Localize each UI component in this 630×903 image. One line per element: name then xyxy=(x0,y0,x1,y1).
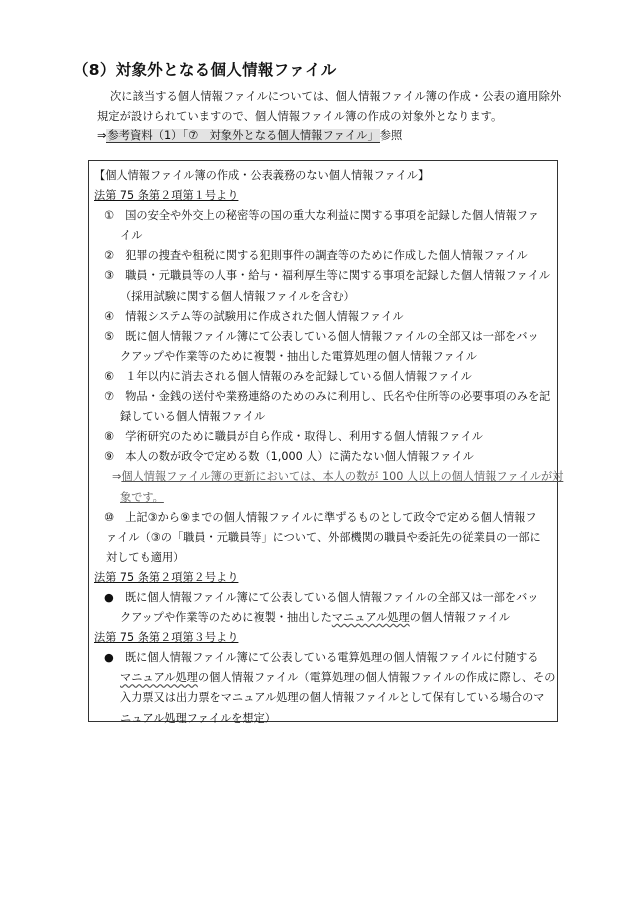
list-item-cont: （採用試験に関する個人情報ファイルを含む） xyxy=(120,289,355,303)
list-item: ② 犯罪の捜査や租税に関する犯則事件の調査等のために作成した個人情報ファイル xyxy=(104,249,528,263)
list-item: ⑧ 学術研究のために職員が自ら作成・取得し、利用する個人情報ファイル xyxy=(104,430,483,444)
list-item: ⑤ 既に個人情報ファイル簿にて公表している個人情報ファイルの全部又は一部をバッ xyxy=(104,329,539,343)
update-note xyxy=(94,467,564,487)
list-item: ⑦ 物品・金銭の送付や業務連絡のためのみに利用し、氏名や住所等の必要事項のみを記 xyxy=(104,390,551,404)
text-segment: クアップや作業等のために複製・抽出した xyxy=(120,611,332,625)
bullet-item-cont: 入力票又は出力票をマニュアル処理の個人情報ファイルとして保有している場合のマ xyxy=(120,691,545,705)
note-arrow: ⇒ xyxy=(112,470,122,484)
box-title: 【個人情報ファイル簿の作成・公表義務のない個人情報ファイル】 xyxy=(94,169,430,182)
list-item: ⑩ 上記③から⑨までの個人情報ファイルに準ずるものとして政令で定める個人情報フ xyxy=(104,510,537,524)
list-item: ⑥ １年以内に消去される個人情報のみを記録している個人情報ファイル xyxy=(104,369,472,383)
list-item: ① 国の安全や外交上の秘密等の国の重大な利益に関する事項を記録した個人情報ファ xyxy=(104,209,539,223)
reference-arrow: ⇒ xyxy=(97,129,107,142)
page-heading: （8）対象外となる個人情報ファイル xyxy=(73,61,337,79)
section-2-header: 法第 75 条第２項第２号より xyxy=(94,570,239,584)
list-item: ⑨ 本人の数が政令で定める数（1,000 人）に満たない個人情報ファイル xyxy=(104,450,474,464)
intro-paragraph xyxy=(97,87,573,127)
bullet-item-cont xyxy=(94,608,552,628)
reference-line xyxy=(97,128,402,144)
manual-processing-mark: マニュアル処理 xyxy=(120,671,198,685)
list-item-cont: クアップや作業等のために複製・抽出した電算処理の個人情報ファイル xyxy=(120,349,477,363)
bullet-item: ● 既に個人情報ファイル簿にて公表している個人情報ファイルの全部又は一部をバッ xyxy=(104,590,539,604)
text-segment: の個人情報ファイル xyxy=(409,611,511,625)
list-item: ④ 情報システム等の試験用に作成された個人情報ファイル xyxy=(104,309,404,323)
list-item-cont: 録している個人情報ファイル xyxy=(120,410,266,424)
note-text-cont: 象です。 xyxy=(120,490,164,504)
list-item-cont: ァイル（③の「職員・元職員等」について、外部機関の職員や委託先の従業員の一部に xyxy=(106,530,541,544)
note-text: 個人情報ファイル簿の更新においては、本人の数が 100 人以上の個人情報ファイルが対 xyxy=(121,470,564,484)
reference-suffix: 参照 xyxy=(379,129,403,142)
list-item-cont: イル xyxy=(120,229,143,243)
intro-line-1: 次に該当する個人情報ファイルについては、個人情報ファイル簿の作成・公表の適用除外 xyxy=(110,90,562,103)
bullet-item-cont xyxy=(94,668,556,688)
update-note-cont xyxy=(94,488,552,508)
bullet-item-cont: ニュアル処理ファイルを想定） xyxy=(120,711,276,725)
reference-link[interactable]: 参考資料（1）「⑦ 対象外となる個人情報ファイル」 xyxy=(107,129,379,142)
intro-line-2: 規定が設けられていますので、個人情報ファイル簿の作成の対象外となります。 xyxy=(97,110,503,123)
list-item-cont: 対しても適用） xyxy=(106,550,185,564)
list-item: ③ 職員・元職員等の人事・給与・福利厚生等に関する事項を記録した個人情報ファイル xyxy=(104,269,551,283)
manual-processing-mark: マニュアル処理 xyxy=(331,611,410,625)
section-3-header: 法第 75 条第２項第３号より xyxy=(94,631,239,645)
section-1-header: 法第 75 条第２項第１号より xyxy=(94,189,239,203)
exemption-box xyxy=(88,160,564,725)
text-segment: の個人情報ファイル（電算処理の個人情報ファイルの作成に際し、その xyxy=(197,671,556,685)
bullet-item: ● 既に個人情報ファイル簿にて公表している電算処理の個人情報ファイルに付随する xyxy=(104,651,539,665)
